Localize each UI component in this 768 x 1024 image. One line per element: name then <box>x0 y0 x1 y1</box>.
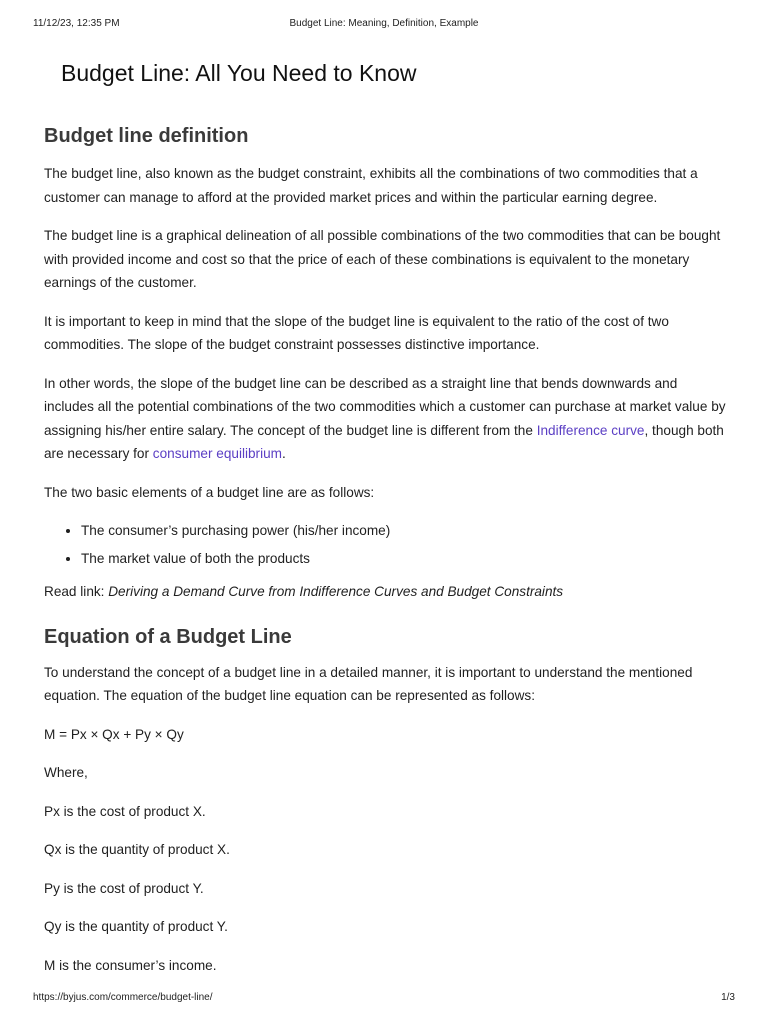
section-heading-definition: Budget line definition <box>44 125 249 147</box>
page-url: https://byjus.com/commerce/budget-line/ <box>33 992 213 1003</box>
article-content <box>44 125 728 977</box>
definition-line: M is the consumer’s income. <box>44 957 217 973</box>
read-link-title[interactable]: Deriving a Demand Curve from Indifference Curves and Budget Constraints <box>108 584 564 599</box>
print-date: 11/12/23, 12:35 PM <box>33 18 120 29</box>
definition-line: Px is the cost of product X. <box>44 803 206 819</box>
equation: M = Px × Qx + Py × Qy <box>44 726 184 742</box>
definition-line: Py is the cost of product Y. <box>44 880 204 896</box>
paragraph-text: , though both are necessary for <box>44 422 724 461</box>
list-item: • The market value of both the products <box>81 547 728 571</box>
paragraph-text: In other words, the slope of the budget line can be described as a straight line that bends downwards and includes all the potential combinations of the two commodities which a customer can purchase at market value by assigning his/her entire salary. The concept of the budget line is different from the <box>44 375 726 438</box>
elements-list <box>44 519 728 570</box>
paragraph <box>44 372 728 466</box>
paragraph-text: . <box>282 446 286 461</box>
section-heading-equation: Equation of a Budget Line <box>44 625 292 648</box>
paragraph: The budget line is a graphical delineation of all possible combinations of the two commodities that can be bought with provided income and cost so that the price of each of these combinations is equivalent to the monetary earnings of the customer. <box>44 228 721 290</box>
print-footer <box>33 992 735 1006</box>
indifference-curve-link[interactable]: Indifference curve <box>536 422 645 438</box>
print-doc-title: Budget Line: Meaning, Definition, Example <box>289 18 479 29</box>
print-header <box>33 18 735 32</box>
consumer-equilibrium-link[interactable]: consumer equilibrium <box>152 446 282 461</box>
paragraph: The budget line, also known as the budget constraint, exhibits all the combinations of two commodities that a customer can manage to afford at the provided market prices and within the particular earning degree. <box>44 166 698 205</box>
where-label: Where, <box>44 765 88 780</box>
read-link-label: Read link: <box>44 584 109 599</box>
read-link <box>44 580 728 604</box>
page-number: 1/3 <box>721 992 735 1003</box>
paragraph: The two basic elements of a budget line are as follows: <box>44 484 375 500</box>
list-item: • The consumer’s purchasing power (his/her income) <box>81 519 728 543</box>
paragraph: To understand the concept of a budget line in a detailed manner, it is important to understand the mentioned equation. The equation of the budget line equation can be represented as follows: <box>44 664 693 703</box>
definition-line: Qy is the quantity of product Y. <box>44 919 228 934</box>
definition-line: Qx is the quantity of product X. <box>44 842 230 857</box>
page-title: Budget Line: All You Need to Know <box>61 60 417 86</box>
paragraph: It is important to keep in mind that the slope of the budget line is equivalent to the ratio of the cost of two commodities. The slope of the budget constraint possesses distinctive importance. <box>44 313 669 352</box>
